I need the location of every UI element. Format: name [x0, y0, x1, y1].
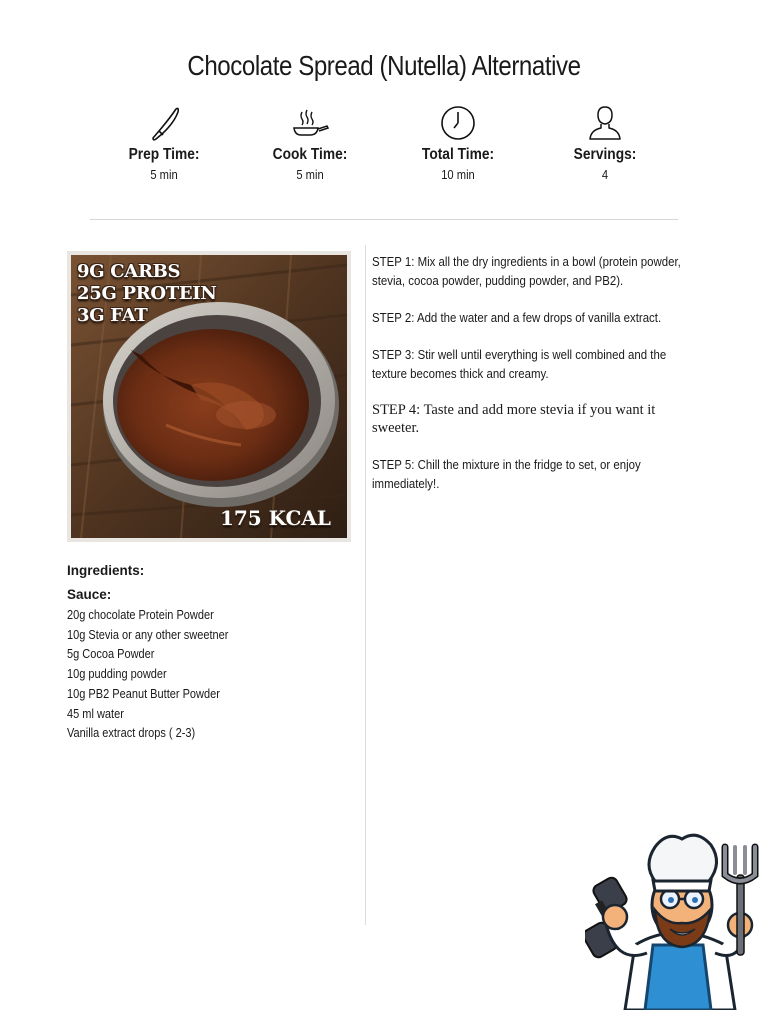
step-4: STEP 4: Taste and add more stevia if you want it sweeter. [372, 402, 656, 436]
clock-icon [438, 104, 478, 142]
servings-stat [535, 104, 675, 182]
step-2: STEP 2: Add the water and a few drops of vanilla extract. [372, 310, 662, 325]
chef-mascot-logo [585, 825, 768, 1010]
ingredients-section [67, 558, 347, 744]
total-time-label: Total Time: [421, 146, 495, 163]
step-1: STEP 1: Mix all the dry ingredients in a bowl (protein powder, stevia, cocoa powder, pudding powder, and PB2). [372, 254, 681, 288]
instructions-section [372, 252, 692, 511]
cook-time-label: Cook Time: [272, 146, 348, 163]
column-divider [365, 245, 366, 925]
ingredient-item: 5g Cocoa Powder [67, 647, 155, 662]
header-divider [90, 219, 678, 220]
fat-overlay: 3G FAT [77, 305, 148, 326]
cook-time-stat [240, 104, 380, 182]
knife-icon [144, 104, 184, 142]
ingredient-item: 10g PB2 Peanut Butter Powder [67, 686, 220, 701]
ingredients-heading: Ingredients: [67, 563, 145, 578]
ingredient-item: 10g Stevia or any other sweetner [67, 627, 229, 642]
prep-time-label: Prep Time: [128, 146, 200, 163]
prep-time-stat [94, 104, 234, 182]
servings-value: 4 [601, 167, 609, 182]
sauce-subheading: Sauce: [67, 587, 112, 602]
person-icon [585, 104, 625, 142]
recipe-title: Chocolate Spread (Nutella) Alternative [187, 50, 581, 81]
recipe-photo [67, 251, 351, 542]
kcal-overlay: 175 KCAL [219, 506, 331, 530]
protein-overlay: 25G PROTEIN [77, 283, 217, 304]
cook-time-value: 5 min [296, 167, 324, 182]
step-3: STEP 3: Stir well until everything is well combined and the texture becomes thick and creamy. [372, 347, 667, 381]
total-time-value: 10 min [441, 167, 475, 182]
prep-time-value: 5 min [150, 167, 178, 182]
pan-icon [290, 104, 330, 142]
total-time-stat [388, 104, 528, 182]
ingredient-item: 10g pudding powder [67, 667, 167, 682]
ingredient-item: 20g chocolate Protein Powder [67, 608, 214, 622]
ingredient-item: Vanilla extract drops ( 2-3) [67, 726, 196, 741]
step-5: STEP 5: Chill the mixture in the fridge to set, or enjoy immediately!. [372, 457, 641, 491]
carbs-overlay: 9G CARBS [77, 261, 181, 282]
ingredient-item: 45 ml water [67, 706, 124, 721]
servings-label: Servings: [573, 146, 637, 163]
